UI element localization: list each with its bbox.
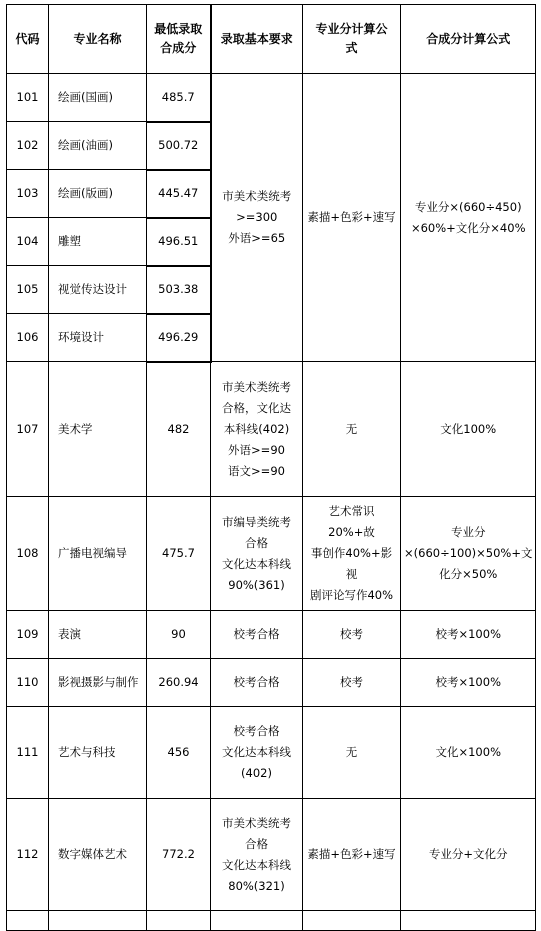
row-major: 表演	[49, 611, 147, 659]
row-requirement: 校考合格 文化达本科线 (402)	[211, 707, 303, 799]
row-requirement: 校考合格	[211, 611, 303, 659]
row-major: 绘画(油画)	[49, 122, 147, 170]
table-row	[7, 362, 536, 497]
row-major-formula: 无	[303, 707, 401, 799]
row-composite-formula: 文化100%	[401, 362, 536, 497]
row-composite-formula: 专业分+文化分	[401, 799, 536, 911]
table-row	[7, 799, 536, 911]
row-major: 绘画(版画)	[49, 170, 147, 218]
header-code: 代码	[7, 5, 49, 74]
row-code: 112	[7, 799, 49, 911]
row-code: 105	[7, 266, 49, 314]
row-code: 102	[7, 122, 49, 170]
row-composite-formula: 专业分 ×(660÷100)×50%+文 化分×50%	[401, 497, 536, 611]
row-min-score: 482	[147, 362, 211, 497]
row-major: 影视摄影与制作	[49, 659, 147, 707]
row-major: 广播电视编导	[49, 497, 147, 611]
header-major-formula: 专业分计算公 式	[303, 5, 401, 74]
row-requirement: 市美术类统考 合格，文化达 本科线(402) 外语>=90 语文>=90	[211, 362, 303, 497]
group-requirement: 市美术类统考 >=300 外语>=65	[211, 74, 303, 362]
row-requirement: 市美术类统考 合格 文化达本科线 80%(321)	[211, 799, 303, 911]
table-row	[7, 659, 536, 707]
row-code: 109	[7, 611, 49, 659]
row-major: 环境设计	[49, 314, 147, 362]
header-composite-formula: 合成分计算公式	[401, 5, 536, 74]
row-min-score: 456	[147, 707, 211, 799]
row-major-formula: 校考	[303, 659, 401, 707]
table-row	[7, 611, 536, 659]
row-min-score: 503.38	[147, 266, 211, 314]
table-row	[7, 497, 536, 611]
row-min-score: 445.47	[147, 170, 211, 218]
group-major-formula: 素描+色彩+速写	[303, 74, 401, 362]
row-major: 美术学	[49, 362, 147, 497]
row-major: 雕塑	[49, 218, 147, 266]
table-row	[7, 707, 536, 799]
row-major: 视觉传达设计	[49, 266, 147, 314]
row-code: 106	[7, 314, 49, 362]
row-code: 107	[7, 362, 49, 497]
row-major: 数字媒体艺术	[49, 799, 147, 911]
row-min-score: 90	[147, 611, 211, 659]
row-composite-formula: 文化×100%	[401, 707, 536, 799]
row-min-score: 772.2	[147, 799, 211, 911]
row-min-score: 485.7	[147, 74, 211, 122]
row-min-score: 475.7	[147, 497, 211, 611]
row-code: 101	[7, 74, 49, 122]
row-code: 108	[7, 497, 49, 611]
row-major: 绘画(国画)	[49, 74, 147, 122]
row-major-formula: 校考	[303, 611, 401, 659]
row-code: 111	[7, 707, 49, 799]
row-major: 艺术与科技	[49, 707, 147, 799]
row-major-formula: 艺术常识20%+故 事创作40%+影视 剧评论写作40%	[303, 497, 401, 611]
row-requirement: 市编导类统考 合格 文化达本科线 90%(361)	[211, 497, 303, 611]
row-major-formula: 无	[303, 362, 401, 497]
group-composite-formula: 专业分×(660÷450) ×60%+文化分×40%	[401, 74, 536, 362]
row-requirement: 校考合格	[211, 659, 303, 707]
row-code: 103	[7, 170, 49, 218]
header-major: 专业名称	[49, 5, 147, 74]
row-min-score: 496.29	[147, 314, 211, 362]
row-code: 110	[7, 659, 49, 707]
row-composite-formula: 校考×100%	[401, 611, 536, 659]
row-code: 104	[7, 218, 49, 266]
row-major-formula: 素描+色彩+速写	[303, 799, 401, 911]
header-requirement: 录取基本要求	[211, 5, 303, 74]
row-min-score: 260.94	[147, 659, 211, 707]
table-row	[7, 74, 536, 122]
row-min-score: 496.51	[147, 218, 211, 266]
header-min-score: 最低录取 合成分	[147, 5, 211, 74]
row-composite-formula: 校考×100%	[401, 659, 536, 707]
admission-table	[6, 4, 536, 931]
row-min-score: 500.72	[147, 122, 211, 170]
